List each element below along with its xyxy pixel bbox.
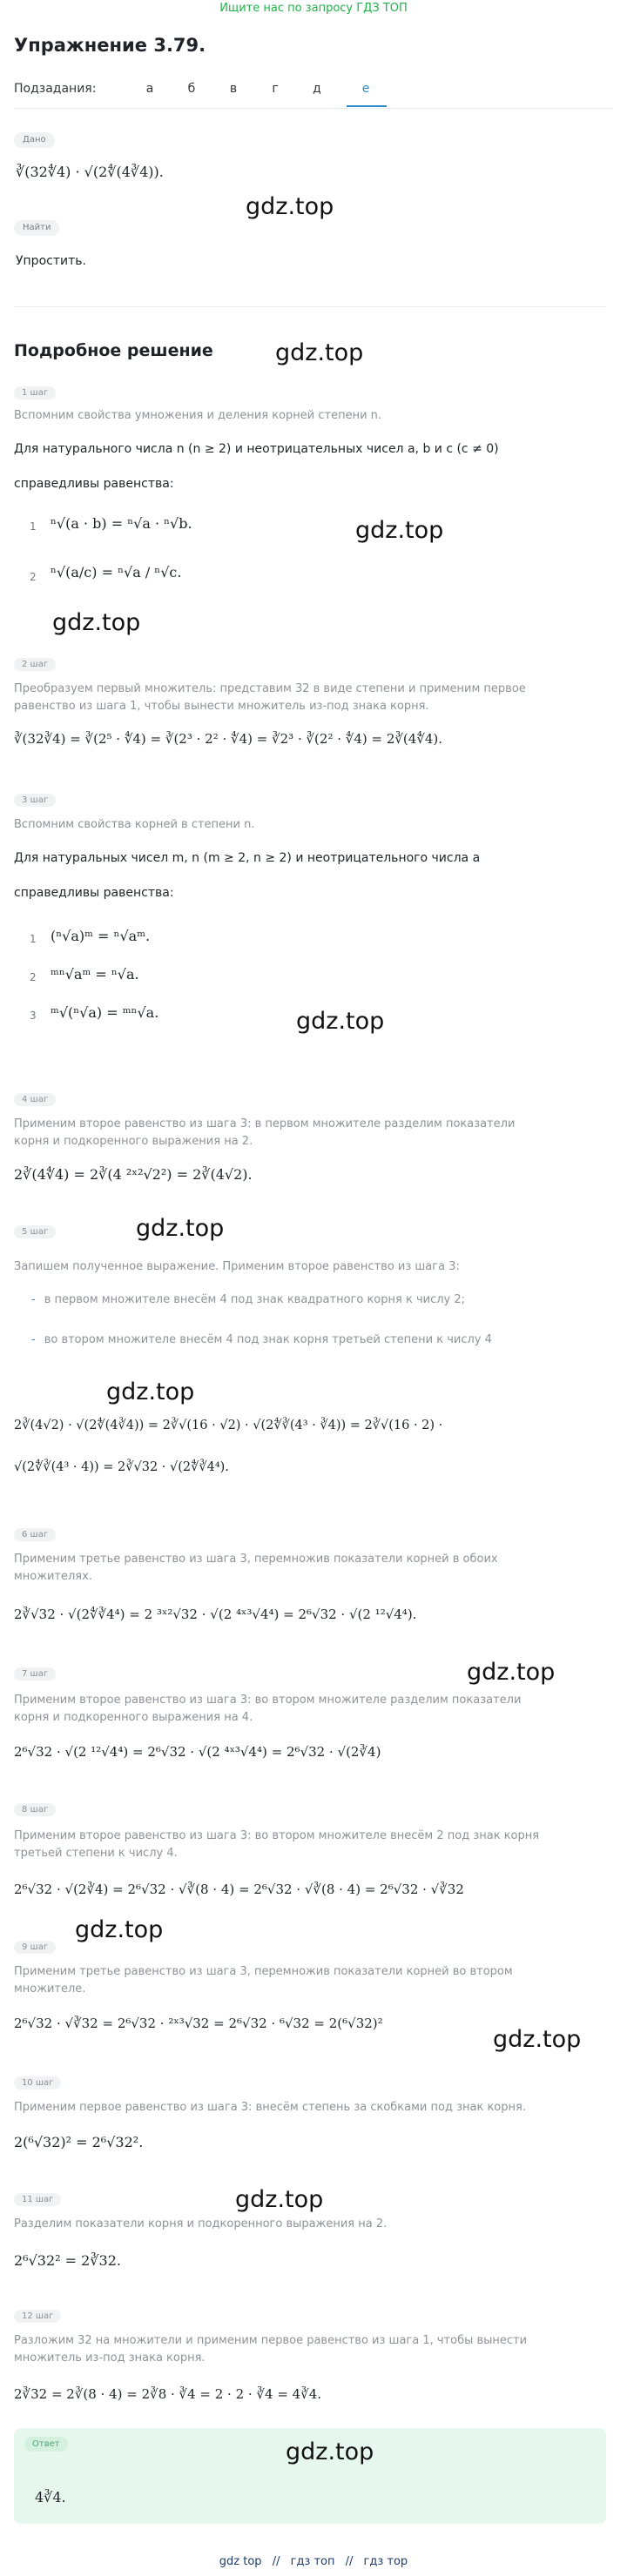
step-text: Применим третье равенство из шага 3, перемножив показатели корней во втором [14,1965,513,1978]
footer-links [0,2555,627,2568]
step-lead: Для натуральных чисел m, n (m ≥ 2, n ≥ 2) и неотрицательного числа a [14,851,481,865]
watermark: gdz.top [52,609,141,636]
formula: ⁿ√(a/c) = ⁿ√a / ⁿ√c. [51,564,182,580]
bullet-item [31,1293,465,1306]
answer-chip: Ответ [24,2437,68,2452]
watermark: gdz.top [136,1215,225,1242]
step-text: корня и подкоренного выражения на 2. [14,1135,253,1148]
subtasks-label: Подзадания: [14,82,97,96]
formula: (ⁿ√a)ᵐ = ⁿ√aᵐ. [51,928,151,944]
step-intro: Вспомним свойства корней в степени n. [14,818,255,831]
watermark: gdz.top [467,1659,556,1686]
tab-a[interactable]: а [145,82,154,96]
step-chip: 12 шаг [14,2310,61,2323]
step-text: третьей степени к числу 4. [14,1847,178,1860]
bullet-text: во втором множителе внесём 4 под знак корня третьей степени к числу 4 [44,1333,492,1346]
subtasks-row [14,78,624,108]
formula: √(2∜∛(4³ · 4)) = 2∛√32 · √(2∜∛4⁴). [14,1460,229,1474]
step-text: Применим первое равенство из шага 3: внесём степень за скобками под знак корня. [14,2101,526,2114]
bullet-dash: - [31,1293,36,1306]
step-intro: Вспомним свойства умножения и деления корней степени n. [14,409,382,422]
tab-d[interactable]: д [313,82,321,96]
step-chip: 4 шаг [14,1093,56,1106]
tabs-divider [14,108,613,109]
step-text: Разложим 32 на множители и применим первое равенство из шага 1, чтобы вынести [14,2334,528,2347]
step-chip: 10 шаг [14,2076,61,2090]
step-lead: Для натурального числа n (n ≥ 2) и неотрицательных чисел a, b и c (c ≠ 0) [14,442,499,456]
tab-b[interactable]: б [187,82,196,96]
formula: 2(⁶√32)² = 2⁶√32². [14,2134,144,2150]
list-number: 1 [30,933,37,945]
watermark: gdz.top [246,193,334,220]
step-text: Применим второе равенство из шага 3: во втором множителе внесём 2 под знак корня [14,1829,540,1842]
step-text: равенство из шага 1, чтобы вынести множитель из-под знака корня. [14,700,429,713]
step-text: множителе. [14,1982,86,1996]
watermark: gdz.top [296,1008,385,1035]
tab-v[interactable]: в [229,82,238,96]
given-chip: Дано [14,132,55,148]
list-number: 1 [30,520,37,533]
top-banner[interactable]: Ищите нас по запросу ГДЗ ТОП [219,2,408,15]
formula: ᵐⁿ√aᵐ = ⁿ√a. [51,966,139,983]
watermark: gdz.top [106,1379,195,1405]
step-text: Применим второе равенство из шага 3: во втором множителе разделим показатели [14,1694,522,1707]
list-number: 2 [30,571,37,583]
find-text: Упростить. [16,254,86,268]
footer-link[interactable]: gdz top [219,2555,262,2568]
step-text: Применим третье равенство из шага 3, перемножив показатели корней в обоих [14,1553,498,1566]
formula: 2⁶√32 · √∛32 = 2⁶√32 · ²ˣ³√32 = 2⁶√32 · ⁶√32 = 2(⁶√32)² [14,2016,383,2031]
active-tab-indicator [347,105,387,107]
step-text: Запишем полученное выражение. Применим второе равенство из шага 3: [14,1260,460,1273]
step-chip: 11 шаг [14,2193,61,2206]
footer-link[interactable]: гдз топ [290,2555,335,2568]
step-text: множителях. [14,1570,92,1583]
page-title: Упражнение 3.79. [14,35,206,56]
answer-expression: 4∛4. [35,2489,66,2506]
formula: 2∛√32 · √(2∜∛4⁴) = 2 ³ˣ²√32 · √(2 ⁴ˣ³√4⁴) = 2⁶√32 · √(2 ¹²√4⁴). [14,1607,417,1622]
step-chip: 7 шаг [14,1667,56,1680]
bullet-dash: - [31,1333,36,1346]
footer-separator: // [345,2555,354,2568]
watermark: gdz.top [235,2186,324,2213]
formula: 2⁶√32 · √(2∛4) = 2⁶√32 · √∛(8 · 4) = 2⁶√32 · √∛(8 · 4) = 2⁶√32 · √∛32 [14,1882,464,1897]
footer-link[interactable]: гдз тор [363,2555,408,2568]
tab-e[interactable]: е [361,82,370,96]
footer-separator: // [272,2555,280,2568]
step-chip: 1 шаг [14,386,56,399]
list-number: 3 [30,1010,37,1022]
step-chip: 3 шаг [14,794,56,807]
section-divider [14,306,606,307]
formula: 2∛(4∜4) = 2∛(4 ²ˣ²√2²) = 2∛(4√2). [14,1166,253,1183]
watermark: gdz.top [286,2438,374,2465]
step-lead: справедливы равенства: [14,886,174,900]
bullet-text: в первом множителе внесём 4 под знак квадратного корня к числу 2; [44,1293,466,1306]
solution-title: Подробное решение [14,341,213,360]
watermark: gdz.top [75,1916,164,1943]
bullet-item [31,1333,492,1346]
tab-g[interactable]: г [272,82,279,96]
watermark: gdz.top [493,2026,582,2053]
step-text: Разделим показатели корня и подкоренного выражения на 2. [14,2217,388,2231]
formula: 2⁶√32² = 2∛32. [14,2252,121,2269]
formula: 2⁶√32 · √(2 ¹²√4⁴) = 2⁶√32 · √(2 ⁴ˣ³√4⁴) = 2⁶√32 · √(2∛4) [14,1744,381,1760]
step-chip: 2 шаг [14,658,56,671]
formula: ᵐ√(ⁿ√a) = ᵐⁿ√a. [51,1004,159,1021]
list-number: 2 [30,971,37,983]
step-text: множитель из-под знака корня. [14,2351,206,2365]
step-chip: 9 шаг [14,1941,56,1954]
watermark: gdz.top [355,517,444,544]
step-text: Преобразуем первый множитель: представим 32 в виде степени и применим первое [14,682,526,695]
formula: ∛(32∛4) = ∛(2⁵ · ∜4) = ∛(2³ · 2² · ∜4) = ∛2³ · ∛(2² · ∜4) = 2∛(4∜4). [14,731,443,747]
find-chip: Найти [14,220,59,236]
given-expression: ∛(32∜4) · √(2∜(4∛4)). [16,164,164,180]
formula: 2∛32 = 2∛(8 · 4) = 2∛8 · ∛4 = 2 · 2 · ∛4 = 4∛4. [14,2386,322,2402]
step-chip: 8 шаг [14,1803,56,1816]
step-text: корня и подкоренного выражения на 4. [14,1711,253,1724]
step-chip: 5 шаг [14,1225,56,1238]
step-text: Применим второе равенство из шага 3: в первом множителе разделим показатели [14,1117,516,1130]
formula: 2∛(4√2) · √(2∜(4∛4)) = 2∛√(16 · √2) · √(2∜∛(4³ · ∛4)) = 2∛√(16 · 2) · [14,1419,443,1432]
formula: ⁿ√(a · b) = ⁿ√a · ⁿ√b. [51,515,192,532]
step-lead: справедливы равенства: [14,477,174,491]
step-chip: 6 шаг [14,1528,56,1541]
watermark: gdz.top [275,339,364,366]
